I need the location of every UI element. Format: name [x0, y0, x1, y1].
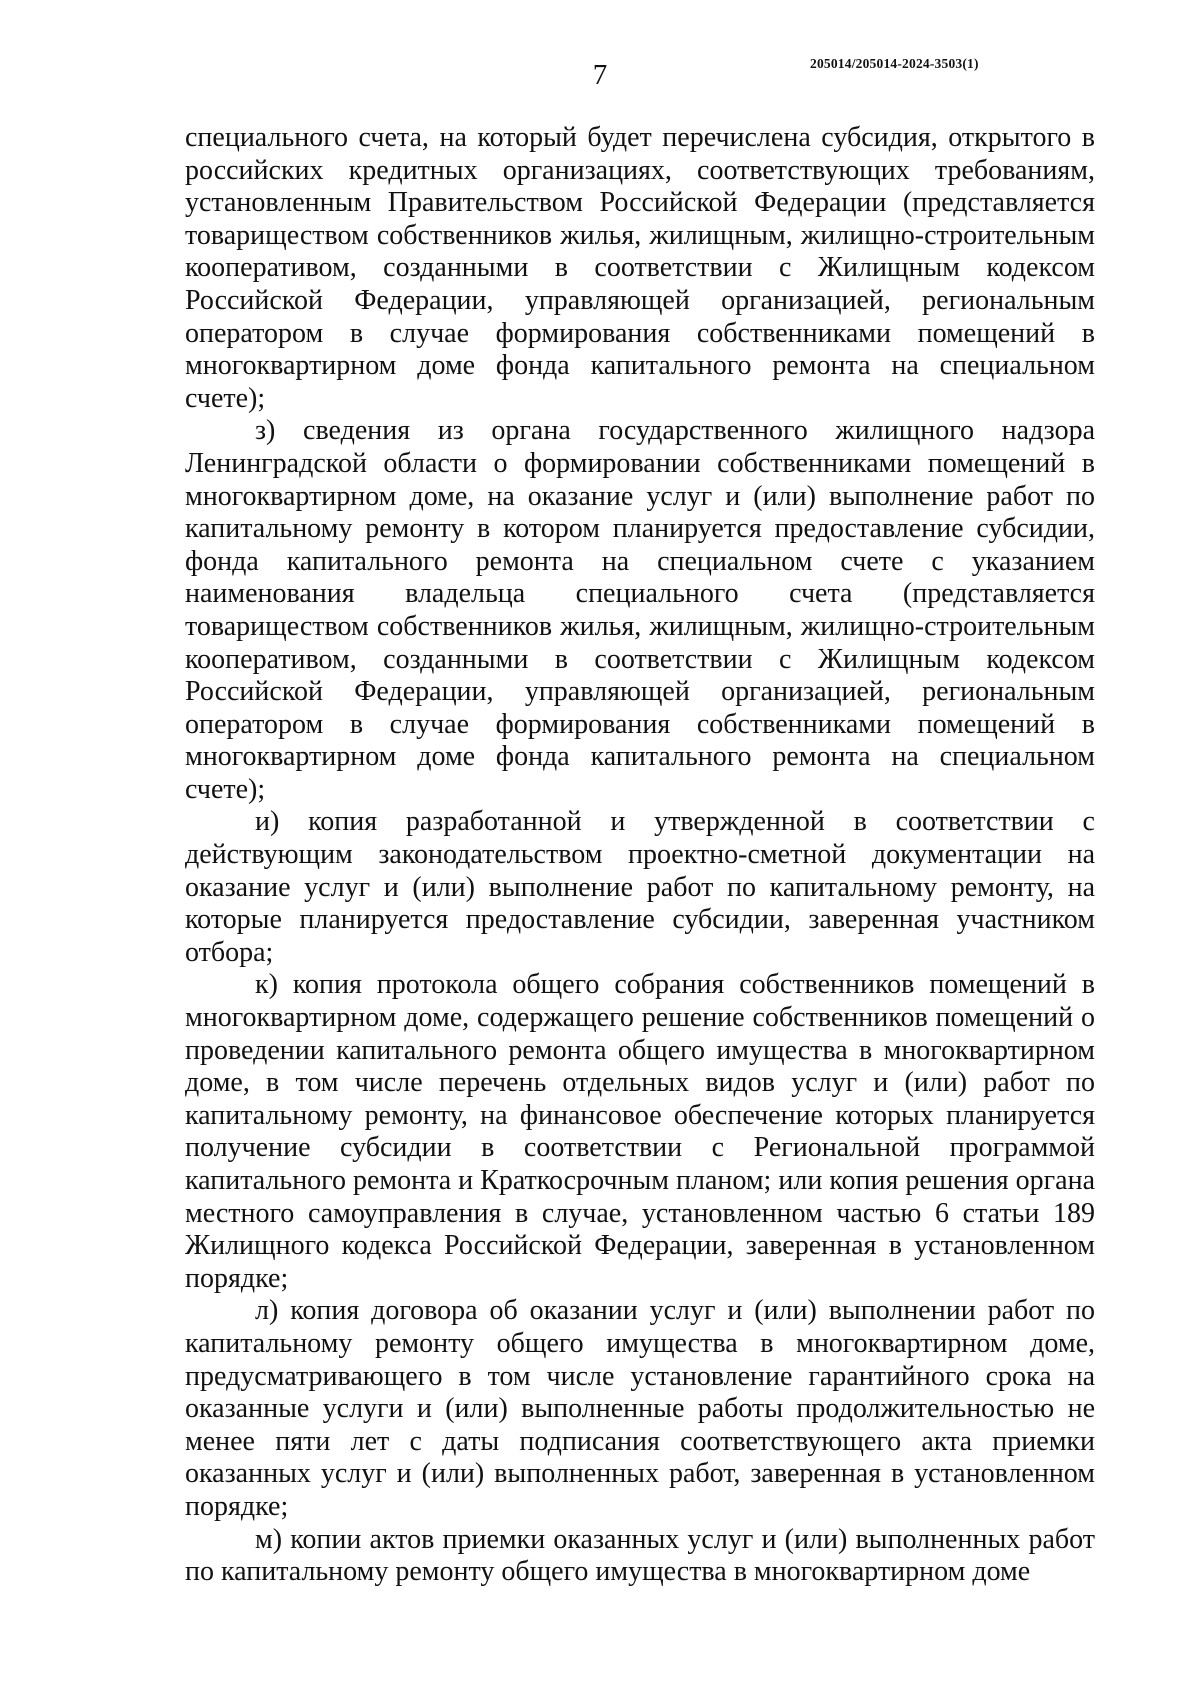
paragraph-item-l: л) копия договора об оказании услуг и (или) выполнении работ по капитальному ремонту общего имущества в многоквартирном доме, предусматривающего в том числе установление гарантийного срока на оказанные услуги и (или) выполненные работы продолжительностью не менее пяти лет с даты подписания соответствующего акта приемки оказанных услуг и (или) выполненных работ, заверенная в установленном порядке; [185, 1295, 1095, 1522]
paragraph-item-k: к) копия протокола общего собрания собственников помещений в многоквартирном доме, содержащего решение собственников помещений о проведении капитального ремонта общего имущества в многоквартирном доме, в том числе перечень отдельных видов услуг и (или) работ по капитальному ремонту, на финансовое обеспечение которых планируется получение субсидии в соответствии с Региональной программой капитального ремонта и Краткосрочным планом; или копия решения органа местного самоуправления в случае, установленном частью 6 статьи 189 Жилищного кодекса Российской Федерации, заверенная в установленном порядке; [185, 969, 1095, 1294]
paragraph-continuation: специального счета, на который будет перечислена субсидия, открытого в российских кредитных организациях, соответствующих требованиям, установленным Правительством Российской Федерации (представляется товариществом собственников жилья, жилищным, жилищно-строительным кооперативом, созданными в соответствии с Жилищным кодексом Российской Федерации, управляющей организацией, региональным оператором в случае формирования собственниками помещений в многоквартирном доме фонда капитального ремонта на специальном счете); [185, 122, 1095, 414]
paragraph-item-m: м) копии актов приемки оказанных услуг и (или) выполненных работ по капитальному ремонту общего имущества в многоквартирном доме [185, 1523, 1095, 1588]
paragraph-item-i: и) копия разработанной и утвержденной в соответствии с действующим законодательством проектно-сметной документации на оказание услуг и (или) выполнение работ по капитальному ремонту, на которые планируется предоставление субсидии, заверенная участником отбора; [185, 806, 1095, 968]
page-number: 7 [592, 59, 608, 91]
document-id: 205014/205014-2024-3503(1) [810, 56, 979, 71]
paragraph-item-z: з) сведения из органа государственного жилищного надзора Ленинградской области о формировании собственниками помещений в многоквартирном доме, на оказание услуг и (или) выполнение работ по капитальному ремонту в котором планируется предоставление субсидии, фонда капитального ремонта на специальном счете с указанием наименования владельца специального счета (представляется товариществом собственников жилья, жилищным, жилищно-строительным кооперативом, созданными в соответствии с Жилищным кодексом Российской Федерации, управляющей организацией, региональным оператором в случае формирования собственниками помещений в многоквартирном доме фонда капитального ремонта на специальном счете); [185, 415, 1095, 805]
document-body [185, 122, 1095, 1589]
